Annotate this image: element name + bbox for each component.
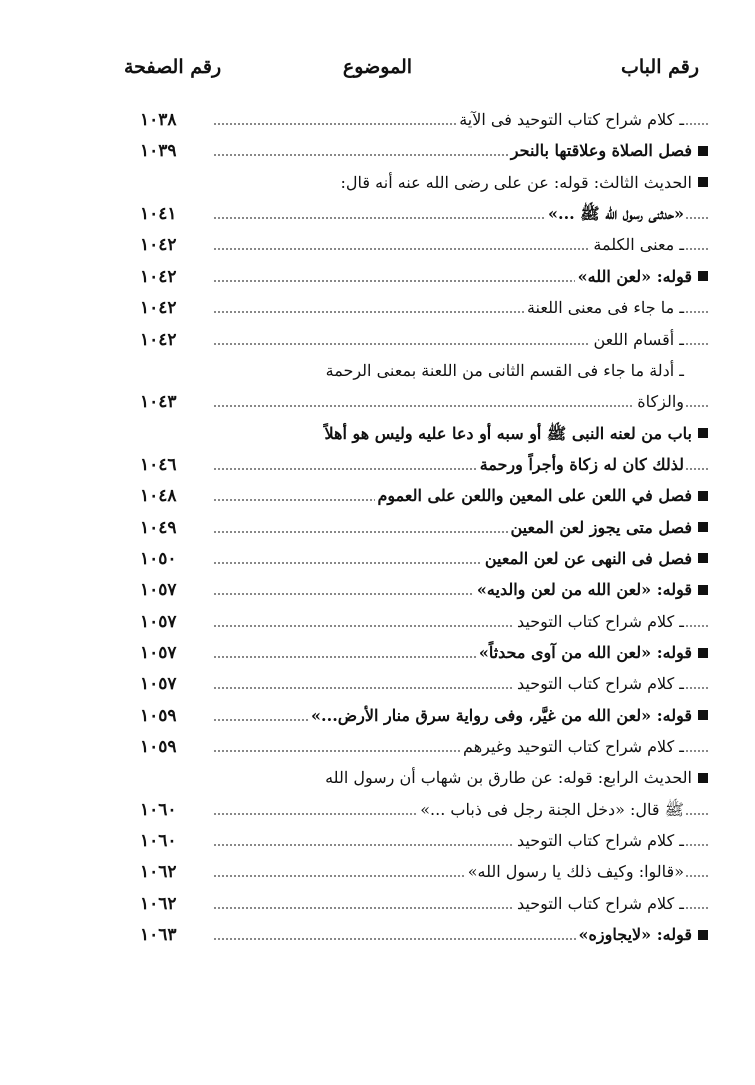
toc-entry xyxy=(128,671,708,697)
column-header-topic: الموضوع xyxy=(342,56,413,78)
toc-entry-text xyxy=(476,640,708,666)
page-number: ١٠٦٣ xyxy=(140,925,177,946)
toc-entry-label: «قالوا: وكيف ذلك يا رسول الله» xyxy=(467,862,684,882)
square-bullet-icon xyxy=(698,271,708,281)
toc-entry-text xyxy=(590,327,684,353)
toc-entry-text xyxy=(514,609,684,635)
page-number: ١٠٦٠ xyxy=(140,799,177,820)
toc-entry xyxy=(128,891,708,917)
toc-entry-label: فصل فى النهى عن لعن المعين xyxy=(484,548,692,568)
toc-entry-text xyxy=(576,922,708,948)
toc-entry xyxy=(128,577,708,603)
toc-entry-text xyxy=(482,546,708,572)
toc-entry xyxy=(128,232,708,258)
toc-entry-text xyxy=(524,295,684,321)
toc-entry xyxy=(128,765,708,791)
toc-entry-label: ﷺ قال: «دخل الجنة رجل فى ذباب ...» xyxy=(420,799,684,819)
toc-entry-text xyxy=(321,421,708,447)
page-number: ١٠٥٩ xyxy=(140,737,177,757)
toc-entry-label: قوله: «لعن الله من لعن والديه» xyxy=(476,580,692,600)
toc-entry xyxy=(128,546,708,572)
toc-entry-label: الحديث الرابع: قوله: عن طارق بن شهاب أن رسول الله xyxy=(325,768,692,788)
toc-entry-label: ـ أقسام اللعن xyxy=(593,329,684,349)
page-number: ١٠٣٩ xyxy=(140,141,177,162)
toc-entry-text xyxy=(375,483,709,509)
toc-entry-label: لذلك كان له زكاة وأجراً ورحمة xyxy=(479,454,684,474)
toc-entry xyxy=(128,922,708,948)
toc-entry-text xyxy=(508,515,709,541)
toc-entry-text xyxy=(477,452,684,478)
toc-entry xyxy=(128,421,708,447)
toc-entry-text xyxy=(460,734,684,760)
page-number: ١٠٤٢ xyxy=(140,329,177,350)
toc-entry xyxy=(128,797,708,823)
page-number: ١٠٤٦ xyxy=(140,454,177,475)
page-number: ١٠٦٢ xyxy=(140,893,177,914)
page-number: ١٠٤٢ xyxy=(140,266,177,287)
page-number: ١٠٥٧ xyxy=(140,674,177,695)
toc-entry-text xyxy=(508,138,708,164)
toc-entry-label: ـ كلام شراح كتاب التوحيد وغيرهم xyxy=(463,737,684,756)
toc-entry xyxy=(128,609,708,635)
toc-entry-label: ـ كلام شراح كتاب التوحيد xyxy=(516,674,684,694)
toc-entry-label: قوله: «لعن الله من غيَّر، وفى رواية سرق منار الأرض...» xyxy=(311,705,692,725)
toc-entry-label: قوله: «لايجاوزه» xyxy=(578,925,692,945)
toc-entry xyxy=(128,640,708,666)
square-bullet-icon xyxy=(698,553,708,563)
toc-entry-text xyxy=(514,828,684,854)
toc-entry-text xyxy=(417,797,684,823)
column-header-chapter: رقم الباب xyxy=(621,56,699,78)
square-bullet-icon xyxy=(698,146,708,156)
toc-entry xyxy=(128,734,708,760)
toc-entry-text xyxy=(590,232,684,258)
page-number: ١٠٥٧ xyxy=(140,611,177,632)
page-number: ١٠٤٨ xyxy=(140,486,177,507)
page-number: ١٠٥٧ xyxy=(140,580,177,601)
toc-entry xyxy=(128,201,708,227)
square-bullet-icon xyxy=(698,710,708,720)
page-number: ١٠٤٢ xyxy=(140,298,177,319)
toc-entry xyxy=(128,452,708,478)
toc-entry-label: قوله: «لعن الله من آوى محدثاً» xyxy=(478,643,692,662)
square-bullet-icon xyxy=(698,773,708,783)
column-header-page: رقم الصفحة xyxy=(124,56,222,78)
page-number: ١٠٥٩ xyxy=(140,705,177,726)
toc-entry-text xyxy=(634,389,684,415)
toc-entry-text xyxy=(323,358,684,384)
toc-entry-text xyxy=(322,765,708,791)
toc-entry-text xyxy=(545,201,684,227)
toc-entry-text xyxy=(514,671,684,697)
square-bullet-icon xyxy=(698,522,708,532)
toc-entry-text xyxy=(338,170,708,196)
page-number: ١٠٥٧ xyxy=(140,643,177,663)
toc-entry-text xyxy=(465,859,684,885)
toc-entry-label: ـ كلام شراح كتاب التوحيد xyxy=(516,893,684,913)
toc-entry xyxy=(128,170,708,196)
toc-entry xyxy=(128,828,708,854)
toc-entry xyxy=(128,107,708,133)
toc-entry-label: ـ كلام شراح كتاب التوحيد xyxy=(516,611,684,631)
toc-entry-label: فصل الصلاة وعلاقتها بالنحر xyxy=(510,141,692,161)
toc-entry xyxy=(128,358,708,384)
toc-entry-text xyxy=(575,264,708,290)
toc-entry-label: والزكاة xyxy=(637,392,684,412)
page-number: ١٠٤١ xyxy=(140,204,177,225)
toc-entry-label: قوله: «لعن الله» xyxy=(577,266,692,286)
toc-entry xyxy=(128,264,708,290)
square-bullet-icon xyxy=(698,428,708,438)
square-bullet-icon xyxy=(698,177,708,187)
square-bullet-icon xyxy=(698,491,708,501)
toc-entry xyxy=(128,859,708,885)
page-number: ١٠٤٩ xyxy=(140,517,177,538)
page-number: ١٠٤٢ xyxy=(140,235,177,256)
toc-entry xyxy=(128,138,708,164)
toc-entry-label: فصل متى يجوز لعن المعين xyxy=(510,517,692,537)
toc-entry xyxy=(128,295,708,321)
toc-entry xyxy=(128,515,708,541)
page-number: ١٠٥٠ xyxy=(140,548,177,569)
toc-entry-label: ـ معنى الكلمة xyxy=(593,235,684,255)
toc-entry-text xyxy=(308,703,708,729)
toc-entry-label: ـ كلام شراح كتاب التوحيد فى الآية xyxy=(459,110,684,129)
toc-entry-label: الحديث الثالث: قوله: عن على رضى الله عنه أنه قال: xyxy=(340,172,692,192)
toc-entry-label: ـ أدلة ما جاء فى القسم الثانى من اللعنة بمعنى الرحمة xyxy=(325,360,684,380)
toc-entry xyxy=(128,483,708,509)
toc-entry-label: «حدثنى رسول الله ﷺ ...» xyxy=(548,204,684,224)
page-number: ١٠٦٠ xyxy=(140,831,177,852)
page-number: ١٠٣٨ xyxy=(140,110,177,130)
toc-entry-label: فصل في اللعن على المعين واللعن على العموم xyxy=(377,486,692,506)
square-bullet-icon xyxy=(698,930,708,940)
square-bullet-icon xyxy=(698,585,708,595)
toc-entry-text xyxy=(514,891,684,917)
toc-entry xyxy=(128,389,708,415)
toc-entry-label: ـ ما جاء فى معنى اللعنة xyxy=(526,298,684,318)
toc-entry-text xyxy=(456,107,684,133)
toc-entry xyxy=(128,703,708,729)
page-number: ١٠٤٣ xyxy=(140,392,177,413)
square-bullet-icon xyxy=(698,648,708,658)
page-number: ١٠٦٢ xyxy=(140,862,177,883)
toc-entry-text xyxy=(474,577,708,603)
toc-entry xyxy=(128,327,708,353)
toc-entry-label: باب من لعنه النبى ﷺ أو سبه أو دعا عليه وليس هو أهلاً xyxy=(324,423,692,443)
toc-entry-label: ـ كلام شراح كتاب التوحيد xyxy=(516,831,684,851)
